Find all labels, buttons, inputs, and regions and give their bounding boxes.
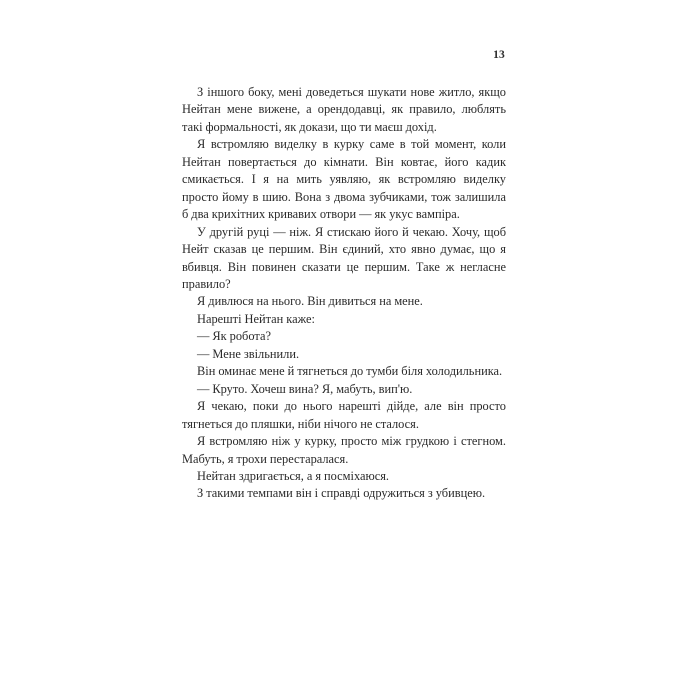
dialogue-line: — Круто. Хочеш вина? Я, мабуть, вип'ю. — [197, 381, 413, 396]
paragraph: Я чекаю, поки до нього нарешті дійде, але він просто тягнеться до пляшки, ніби нічого не сталося. — [182, 399, 506, 431]
page-text-block — [182, 84, 506, 503]
dialogue-line: — Мене звільнили. — [197, 346, 300, 361]
paragraph: Він оминає мене й тягнеться до тумби біля холодильника. — [197, 364, 503, 379]
paragraph: Нарешті Нейтан каже: — [197, 311, 315, 326]
paragraph: У другій руці — ніж. Я стискаю його й чекаю. Хочу, щоб Нейт сказав це першим. Він єдиний, хто явно думає, що я вбивця. Він повинен сказати це першим. Таке ж негласне правило? — [182, 224, 506, 291]
paragraph: З такими темпами він і справді одружиться з убивцею. — [197, 486, 486, 501]
page-number: 13 — [493, 49, 505, 61]
paragraph: Я дивлюся на нього. Він дивиться на мене. — [197, 294, 423, 309]
paragraph: Я встромляю виделку в курку саме в той момент, коли Нейтан повертається до кімнати. Він ковтає, його кадик смикається. І я на мить уявляю, як встромляю виделку просто йому в шию. Вона з двома зубчиками, тож залишила б два крихітних кривавих отвори — як укус вампіра. — [182, 137, 506, 222]
paragraph: Нейтан здригається, а я посміхаюся. — [197, 468, 390, 483]
paragraph: З іншого боку, мені доведеться шукати нове житло, якщо Нейтан мене вижене, а орендодавці, як правило, люблять такі формальності, як докази, що ти маєш дохід. — [182, 85, 506, 134]
paragraph: Я встромляю ніж у курку, просто між грудкою і стегном. Мабуть, я трохи перестаралася. — [182, 434, 506, 466]
dialogue-line: — Як робота? — [197, 329, 271, 344]
